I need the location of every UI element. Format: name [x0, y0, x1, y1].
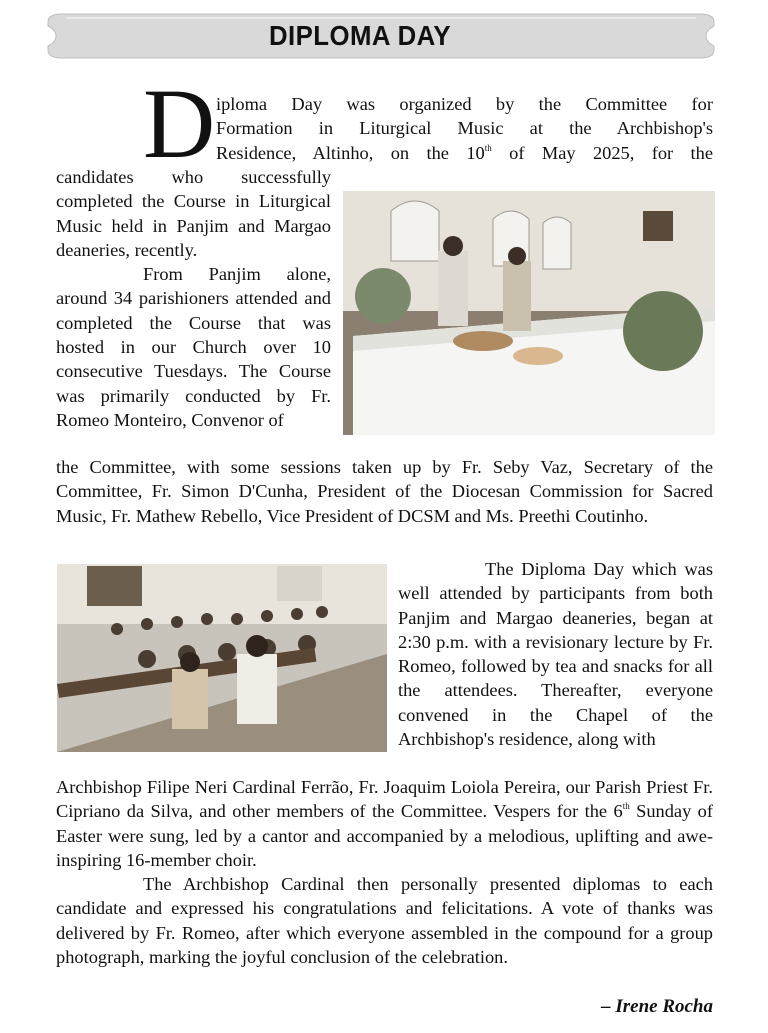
author-byline: – Irene Rocha: [601, 996, 713, 1017]
intro-paragraph: [216, 92, 713, 165]
paragraph-2: From Panjim alone, around 34 parishioners attended and completed the Course that was hosted in our Church over 10 consecutive Tuesdays. The Course was primarily conducted by Fr. Romeo Monteiro, Convenor of: [56, 264, 331, 430]
left-column-text: [56, 165, 331, 432]
intro-line-2: Formation in Liturgical Music at the Archbishop's: [216, 118, 713, 139]
paragraph-2-continued: the Committee, with some sessions taken up by Fr. Seby Vaz, Secretary of the Committee, Fr. Simon D'Cunha, President of the Diocesan Commission for Sacred Music, Fr. Mathew Rebello, Vice President of DCSM and Ms. Preethi Coutinho.: [56, 457, 713, 526]
lower-text: [56, 775, 713, 969]
paragraph-4: The Archbishop Cardinal then personally presented diplomas to each candidate and expressed his congratulations and felicitations. A vote of thanks was delivered by Fr. Romeo, after which everyone assembled in the compound for a group photograph, marking the joyful conclusion of the celebration.: [56, 874, 713, 968]
paragraph-3: The Diploma Day which was well attended by participants from both Panjim and Margao deaneries, began at 2:30 p.m. with a revisionary lecture by Fr. Romeo, followed by tea and snacks for all the attendees. Thereafter, everyone convened in the Chapel of the Archbishop's residence, along with: [398, 559, 713, 750]
chapel-photo: [57, 564, 387, 752]
paragraph-3-continued: Archbishop Filipe Neri Cardinal Ferrão, Fr. Joaquim Loiola Pereira, our Parish Priest Fr. Cipriano da Silva, and other members of the Committee. Vespers for the 6th Sunday of Easter were sung, led by a cantor and accompanied by a melodious, uplifting and awe-inspiring 16-member choir.: [56, 777, 713, 870]
drop-cap: D: [143, 68, 216, 179]
intro-line-3: Residence, Altinho, on the 10th of May 2025, for the: [216, 142, 714, 163]
page-title: DIPLOMA DAY: [268, 20, 452, 51]
buffet-photo: [343, 191, 715, 435]
paragraph-1: candidates who successfully completed the Course in Liturgical Music held in Panjim and Margao deaneries, recently.: [56, 167, 331, 260]
right-column-text: [398, 557, 713, 751]
intro-line-1: iploma Day was organized by the Committee for: [216, 94, 713, 114]
